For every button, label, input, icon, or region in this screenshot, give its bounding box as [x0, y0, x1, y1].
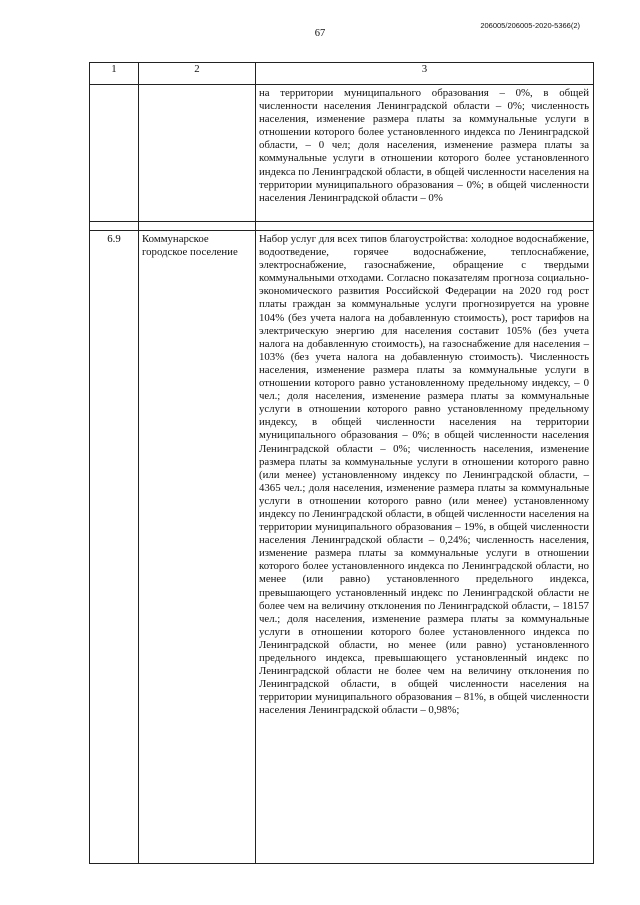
row-name-cell [139, 231, 256, 864]
data-table [89, 62, 594, 864]
row-text-cell [256, 85, 594, 222]
row-number-cell [90, 231, 139, 864]
table-row [90, 85, 594, 222]
municipality-name: Коммунарское городское поселение [142, 233, 238, 258]
table-header-row [90, 63, 594, 85]
table-spacer-row [90, 222, 594, 231]
column-header: 3 [256, 63, 594, 85]
row-number: 6.9 [107, 233, 121, 245]
column-header: 1 [90, 63, 139, 85]
row-number-cell [90, 85, 139, 222]
row-text: Набор услуг для всех типов благоустройства: холодное водоснабжение, водоотведение, горячее водоснабжение, теплоснабжение, электроснабжение, газоснабжение, обращение с твердыми коммунальными отходами. Согласно показателям прогноза социально-экономического развития Российской Федерации на 2020 год рост платы граждан за коммунальные услуги прогнозируется на уровне 104% (без учета налога на добавленную стоимость), рост тарифов на электрическую энергию для населения составит 105% (без учета налога на добавленную стоимость), на газоснабжение для населения – 103% (без учета налога на добавленную стоимость). Численность населения, изменение размера платы за коммунальные услуги в отношении которого равно установленному предельному индексу, – 0 чел.; доля населения, изменение размера платы за коммунальные услуги в отношении которого равно установленному предельному индексу, в общей численности населения на территории муниципального образования – 0%; в общей численности населения Ленинградской области – 0%; численность населения, изменение размера платы за коммунальные услуги в отношении которого равно (или менее) установленному индексу по Ленинградской области, – 4365 чел.; доля населения, изменение размера платы за коммунальные услуги в отношении которого равно (или менее) установленному индексу по Ленинградской области, в общей численности населения на территории муниципального образования – 19%, в общей численности населения Ленинградской области – 0,24%; численность населения, изменение размера платы за коммунальные услуги в отношении которого более установленного индекса по Ленинградской области, но менее (или равно) установленного предельного индекса, превышающего установленный индекс по Ленинградской области не более чем на величину отклонения по Ленинградской области, – 18157 чел.; доля населения, изменение размера платы за коммунальные услуги в отношении которого более установленного индекса по Ленинградской области, но менее (или равно) установленного предельного индекса, превышающего установленный индекс по Ленинградской области не более чем на величину отклонения по Ленинградской области, в общей численности населения на территории муниципального образования – 81%, в общей численности населения Ленинградской области – 0,98%; [259, 233, 589, 717]
column-header: 2 [139, 63, 256, 85]
row-text-cell [256, 231, 594, 864]
document-code: 206005/206005-2020-5366(2) [480, 21, 580, 30]
page-number: 67 [314, 28, 326, 39]
table-row [90, 231, 594, 864]
row-text: на территории муниципального образования – 0%, в общей численности населения Ленинградской области – 0%; численность населения, изменение размера платы за коммунальные услуги в отношении которого более установленного индекса по Ленинградской области, – 0 чел; доля населения, изменение размера платы за коммунальные услуги в отношении которого более установленного индекса по Ленинградской области, в общей численности населения на территории муниципального образования – 0%; в общей численности населения Ленинградской области – 0% [259, 87, 589, 204]
row-name-cell [139, 85, 256, 222]
